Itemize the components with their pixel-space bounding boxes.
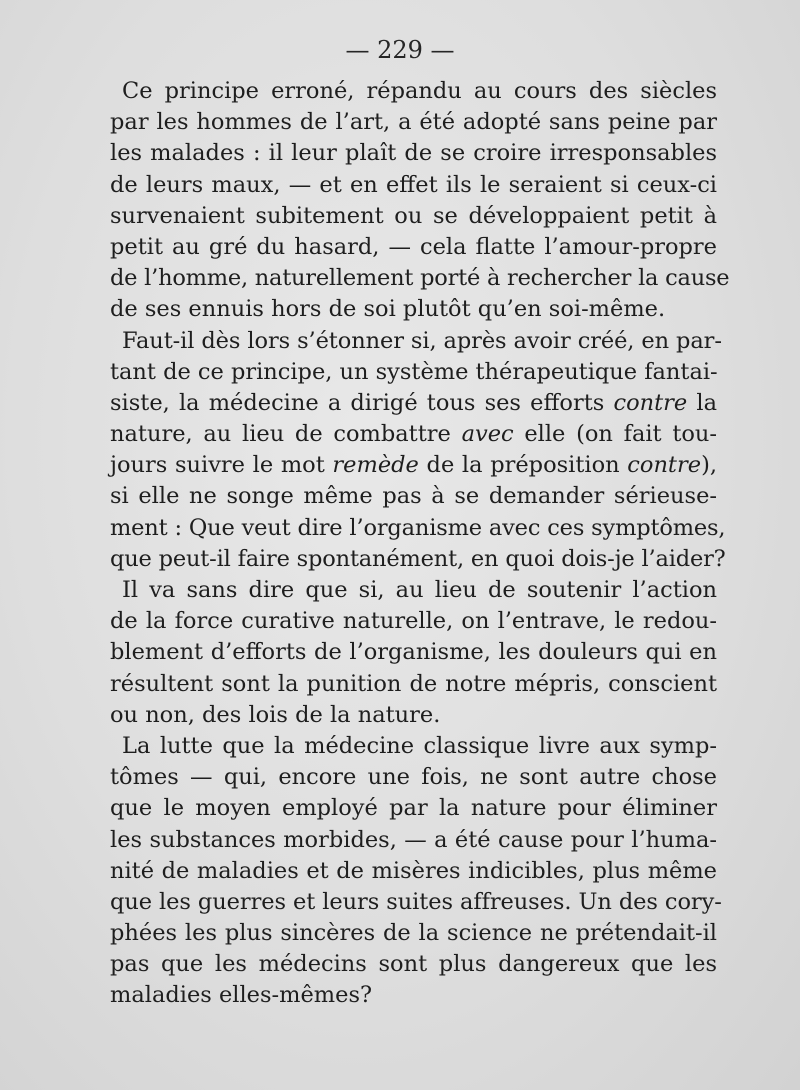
text-line: résultent sont la punition de notre mépris, conscient xyxy=(110,670,717,697)
italic-word: contre xyxy=(627,452,702,479)
paragraph-4 xyxy=(110,731,722,1012)
text-segment: elle (on fait tou- xyxy=(513,421,718,448)
page-number: — 229 — xyxy=(345,36,455,64)
text-line: de la force curative naturelle, on l’entrave, le redou- xyxy=(110,608,717,635)
text-segment: siste, la médecine a dirigé tous ses efforts xyxy=(110,389,614,416)
text-line xyxy=(110,419,717,450)
text-line: par les hommes de l’art, a été adopté sans peine par xyxy=(110,109,717,136)
text-line: de leurs maux, — et en effet ils le seraient si ceux-ci xyxy=(110,171,717,198)
text-line: si elle ne songe même pas à se demander sérieuse- xyxy=(110,483,717,510)
italic-word: avec xyxy=(461,421,514,448)
text-segment: nature, au lieu de combattre xyxy=(110,421,462,448)
text-line: blement d’efforts de l’organisme, les douleurs qui en xyxy=(110,639,717,666)
text-line: nité de maladies et de misères indicibles, plus même xyxy=(110,857,717,884)
body-text xyxy=(110,76,730,1012)
text-line: de l’homme, naturellement porté à rechercher la cause xyxy=(110,265,730,292)
text-segment: la xyxy=(687,389,717,416)
paragraph-3 xyxy=(110,575,717,731)
text-line: phées les plus sincères de la science ne prétendait-il xyxy=(110,920,717,947)
text-line: ou non, des lois de la nature. xyxy=(110,701,441,728)
text-line: que le moyen employé par la nature pour éliminer xyxy=(110,795,717,822)
text-segment: ), xyxy=(701,452,717,479)
text-segment: jours suivre le mot xyxy=(110,452,333,479)
text-line: ment : Que veut dire l’organisme avec ces symptômes, xyxy=(110,514,726,541)
text-line xyxy=(110,388,717,419)
text-line: tant de ce principe, un système thérapeutique fantai- xyxy=(110,358,718,385)
text-line xyxy=(110,450,717,481)
text-segment: de la préposition xyxy=(418,452,628,479)
text-line: que les guerres et leurs suites affreuses. Un des cory- xyxy=(110,888,722,915)
text-line: pas que les médecins sont plus dangereux que les xyxy=(110,951,717,978)
text-line: La lutte que la médecine classique livre aux symp- xyxy=(122,732,717,759)
text-line: petit au gré du hasard, — cela flatte l’amour-propre xyxy=(110,233,717,260)
text-line: de ses ennuis hors de soi plutôt qu’en soi-même. xyxy=(110,296,666,323)
text-line: maladies elles-mêmes? xyxy=(110,982,373,1009)
text-line: Il va sans dire que si, au lieu de soutenir l’action xyxy=(122,577,717,603)
text-line: survenaient subitement ou se développaient petit à xyxy=(110,202,717,229)
text-line: Faut-il dès lors s’étonner si, après avoir créé, en par- xyxy=(122,327,722,354)
text-line: les malades : il leur plaît de se croire irresponsables xyxy=(110,140,717,167)
paragraph-2 xyxy=(110,326,726,576)
text-line: que peut-il faire spontanément, en quoi dois-je l’aider? xyxy=(110,545,726,572)
text-line: Ce principe erroné, répandu au cours des siècles xyxy=(122,78,717,104)
text-line: tômes — qui, encore une fois, ne sont autre chose xyxy=(110,764,717,791)
paragraph-1 xyxy=(110,76,730,326)
italic-word: contre xyxy=(613,389,688,416)
italic-word: remède xyxy=(332,452,419,479)
text-line: les substances morbides, — a été cause pour l’huma- xyxy=(110,826,717,853)
